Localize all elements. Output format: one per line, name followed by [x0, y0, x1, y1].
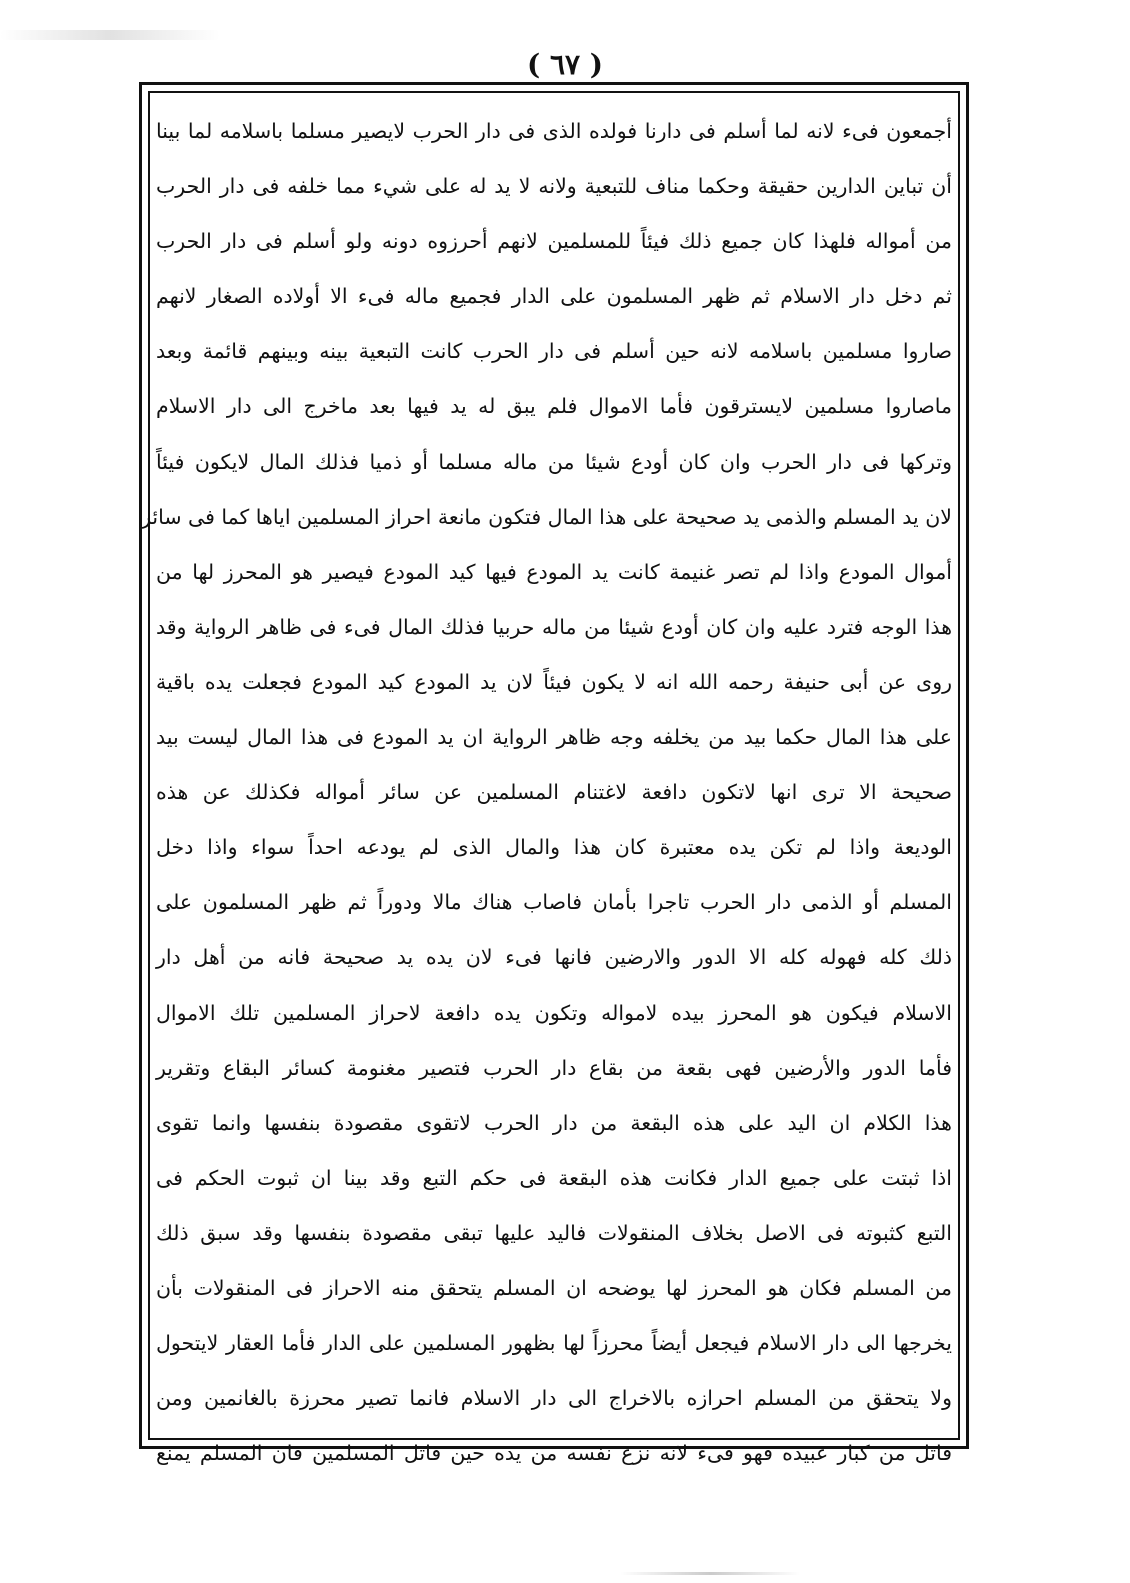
- text-line: وتركها فى دار الحرب وان كان أودع شيئا من ماله مسلما أو ذميا فذلك المال لايكون فيئاً: [156, 449, 952, 474]
- page-number: ( ٦٧ ): [526, 48, 604, 81]
- text-line: ثم دخل دار الاسلام ثم ظهر المسلمون على الدار فجميع ماله فىء الا أولاده الصغار لانهم: [156, 284, 952, 309]
- text-line: هذا الوجه فترد عليه وان كان أودع شيئا من ماله حربيا فذلك المال فىء فى ظاهر الرواية وقد: [156, 614, 952, 639]
- scan-edge-mark: [620, 1572, 800, 1575]
- text-line: أن تباين الدارين حقيقة وحكما مناف للتبعية ولانه لا يد له على شيء مما خلفه فى دار الحرب: [156, 174, 952, 199]
- text-line: الاسلام فيكون هو المحرز بيده لامواله وتكون يده دافعة لاحراز المسلمين تلك الاموال: [156, 1000, 952, 1025]
- body-text: [141, 104, 952, 1466]
- scan-smudge: [0, 30, 220, 40]
- text-line: فأما الدور والأرضين فهى بقعة من بقاع دار الحرب فتصير مغنومة كسائر البقاع وتقرير: [156, 1055, 952, 1080]
- text-line: على هذا المال حكما بيد من يخلفه وجه ظاهر الرواية ان يد المودع فى هذا المال ليست بيد: [156, 725, 952, 750]
- text-line: صحيحة الا ترى انها لاتكون دافعة لاغتنام المسلمين عن سائر أمواله فكذلك عن هذه: [156, 780, 952, 805]
- text-line: صاروا مسلمين باسلامه لانه حين أسلم فى دار الحرب كانت التبعية بينه وبينهم قائمة وبعد: [156, 339, 952, 364]
- text-line: اذا ثبتت على جميع الدار فكانت هذه البقعة فى حكم التبع وقد بينا ان ثبوت الحكم فى: [156, 1165, 952, 1190]
- text-line: هذا الكلام ان اليد على هذه البقعة من دار الحرب لاتقوى مقصودة بنفسها وانما تقوى: [156, 1110, 952, 1135]
- text-line: يخرجها الى دار الاسلام فيجعل أيضاً محرزاً لها بظهور المسلمين على الدار فأما العقار لايتحول: [156, 1331, 952, 1356]
- text-line: من أمواله فلهذا كان جميع ذلك فيئاً للمسلمين لانهم أحرزوه دونه ولو أسلم فى دار الحرب: [156, 229, 952, 254]
- text-line: أموال المودع واذا لم تصر غنيمة كانت يد المودع فيها كيد المودع فيصير هو المحرز لها من: [156, 559, 952, 584]
- text-line: قاتل من كبار عبيده فهو فىء لانه نزع نفسه من يده حين قاتل المسلمين فان المسلم يمنع: [156, 1441, 952, 1466]
- text-line: لان يد المسلم والذمى يد صحيحة على هذا المال فتكون مانعة احراز المسلمين اياها كما فى سائر: [141, 504, 952, 529]
- text-line: المسلم أو الذمى دار الحرب تاجرا بأمان فاصاب هناك مالا ودوراً ثم ظهر المسلمون على: [156, 890, 952, 915]
- text-line: الوديعة واذا لم تكن يده معتبرة كان هذا والمال الذى لم يودعه احداً سواء واذا دخل: [156, 835, 952, 860]
- text-line: أجمعون فىء لانه لما أسلم فى دارنا فولده الذى فى دار الحرب لايصير مسلما باسلامه لما بينا: [156, 119, 952, 143]
- text-line: ولا يتحقق من المسلم احرازه بالاخراج الى دار الاسلام فانما تصير محرزة بالغانمين ومن: [156, 1386, 952, 1411]
- text-line: روى عن أبى حنيفة رحمه الله انه لا يكون فيئاً لان يد المودع كيد المودع فجعلت يده باقية: [156, 669, 952, 694]
- text-line: ماصاروا مسلمين لايسترقون فأما الاموال فلم يبق له يد فيها بعد ماخرج الى دار الاسلام: [156, 394, 952, 419]
- text-line: ذلك كله فهوله كله الا الدور والارضين فانها فىء لان يده يد صحيحة فانه من أهل دار: [156, 945, 952, 970]
- text-line: التبع كثبوته فى الاصل بخلاف المنقولات فاليد عليها تبقى مقصودة بنفسها وقد سبق ذلك: [156, 1220, 952, 1245]
- text-line: من المسلم فكان هو المحرز لها يوضحه ان المسلم يتحقق منه الاحراز فى المنقولات بأن: [156, 1275, 952, 1300]
